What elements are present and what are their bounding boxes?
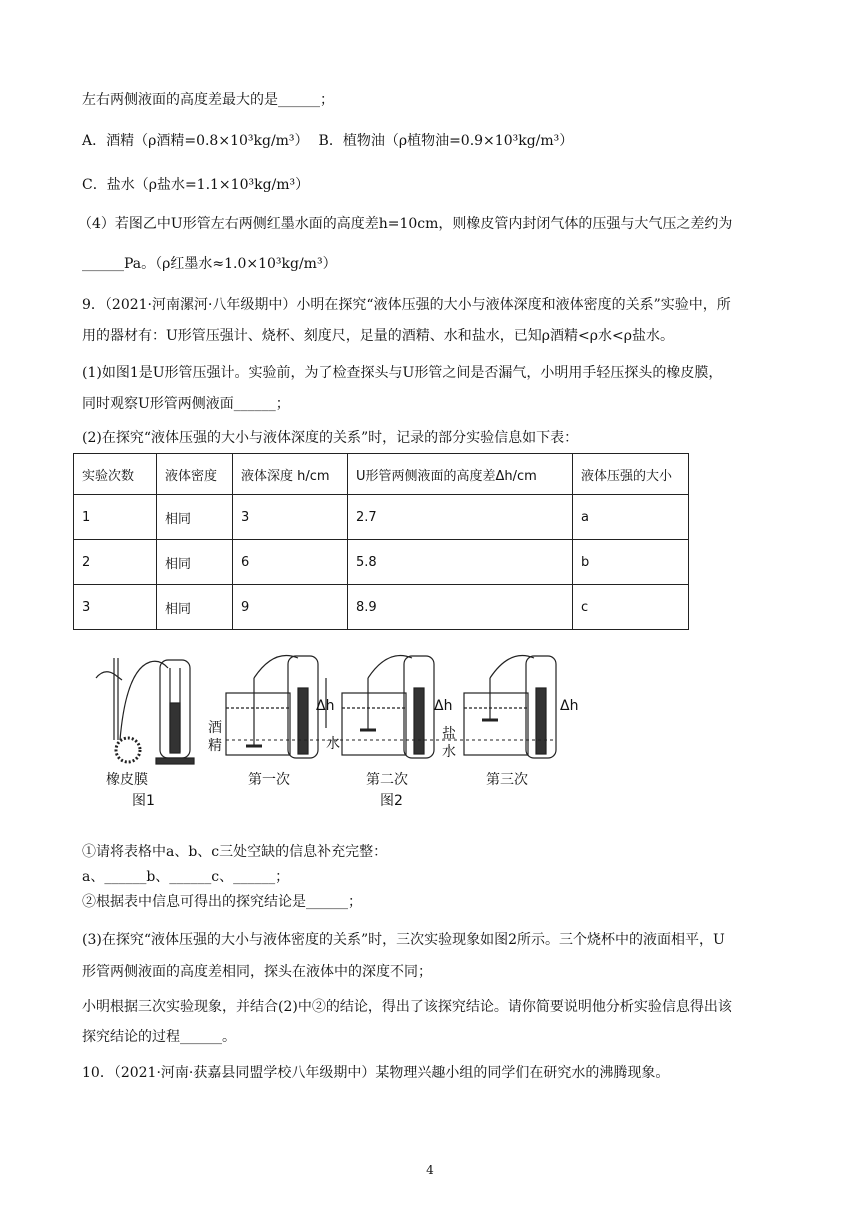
table-header-row	[74, 454, 689, 495]
table-header: U形管两侧液面的高度差Δh/cm	[348, 454, 573, 495]
question-9-line1: 9．（2021·河南漯河·八年级期中）小明在探究“液体压强的大小与液体深度和液体密度的关系”实验中，所	[82, 297, 731, 313]
experiment-figure	[86, 648, 586, 808]
question-part-4: （4）若图乙中U形管左右两侧红墨水面的高度差h=10cm，则橡皮管内封闭气体的压强与大气压之差约为	[78, 216, 733, 232]
table-header: 液体深度 h/cm	[233, 454, 348, 495]
label-alcohol: 精	[208, 738, 222, 754]
label-salt: 水	[442, 744, 456, 760]
question-9-part3-cont2: 小明根据三次实验现象，并结合(2)中②的结论，得出了该探究结论。请你简要说明他分析实验信息得出该	[82, 999, 732, 1015]
label-fig1: 图1	[132, 793, 155, 808]
question-10: 10．（2021·河南·获嘉县同盟学校八年级期中）某物理兴趣小组的同学们在研究水的沸腾现象。	[82, 1065, 670, 1081]
table-row	[74, 540, 689, 585]
beaker-third	[464, 656, 556, 759]
sub-question-1-answers: a、______b、______c、______；	[82, 869, 290, 885]
beaker-first	[226, 656, 326, 759]
text-line: 左右两侧液面的高度差最大的是______；	[82, 92, 334, 108]
label-alcohol: 酒	[208, 720, 222, 736]
table-cell: 相同	[157, 540, 233, 585]
question-9-line2: 用的器材有：U形管压强计、烧杯、刻度尺，足量的酒精、水和盐水，已知ρ酒精<ρ水<ρ盐水。	[82, 328, 674, 344]
table-cell: 相同	[157, 495, 233, 540]
option-c: C．盐水（ρ盐水=1.1×10³kg/m³）	[82, 177, 310, 193]
sub-question-1: ①请将表格中a、b、c三处空缺的信息补充完整：	[82, 844, 388, 860]
label-first: 第一次	[248, 772, 290, 788]
option-a: A．酒精（ρ酒精=0.8×10³kg/m³）	[82, 133, 309, 149]
table-cell: 1	[74, 495, 157, 540]
label-dh: Δh	[316, 698, 335, 714]
page-number: 4	[426, 1163, 434, 1177]
table-row	[74, 495, 689, 540]
table-cell: 2.7	[348, 495, 573, 540]
question-9-part3-cont: 形管两侧液面的高度差相同，探头在液体中的深度不同；	[82, 964, 432, 980]
table-cell: 相同	[157, 585, 233, 630]
label-water: 水	[326, 736, 340, 752]
table-row	[74, 585, 689, 630]
sub-question-2: ②根据表中信息可得出的探究结论是______；	[82, 894, 362, 910]
figure-1-apparatus	[96, 658, 194, 764]
label-dh: Δh	[560, 698, 579, 714]
table-cell: 8.9	[348, 585, 573, 630]
table-header: 实验次数	[74, 454, 157, 495]
label-membrane: 橡皮膜	[106, 772, 148, 788]
label-fig2: 图2	[380, 793, 403, 808]
table-cell: 2	[74, 540, 157, 585]
label-third: 第三次	[486, 772, 528, 788]
question-9-part1: (1)如图1是U形管压强计。实验前，为了检查探头与U形管之间是否漏气，小明用手轻压探头的橡皮膜，	[82, 365, 723, 381]
label-second: 第二次	[366, 772, 408, 788]
table-cell: b	[573, 540, 689, 585]
option-b: B．植物油（ρ植物油=0.9×10³kg/m³）	[318, 133, 574, 149]
table-cell: 3	[74, 585, 157, 630]
table-cell: 5.8	[348, 540, 573, 585]
table-cell: 9	[233, 585, 348, 630]
table-cell: c	[573, 585, 689, 630]
question-9-part2: (2)在探究“液体压强的大小与液体深度的关系”时，记录的部分实验信息如下表：	[82, 430, 579, 446]
question-9-part1-cont: 同时观察U形管两侧液面______；	[82, 396, 290, 412]
question-9-part3: (3)在探究“液体压强的大小与液体密度的关系”时，三次实验现象如图2所示。三个烧杯中的液面相平，U	[82, 932, 725, 948]
question-part-4-cont: ______Pa。（ρ红墨水≈1.0×10³kg/m³）	[82, 256, 337, 272]
table-cell: 3	[233, 495, 348, 540]
options-ab	[82, 131, 573, 151]
table-cell: a	[573, 495, 689, 540]
beaker-second	[342, 656, 434, 759]
label-salt: 盐	[442, 726, 456, 742]
question-9-part3-cont3: 探究结论的过程______。	[82, 1029, 236, 1045]
table-header: 液体压强的大小	[573, 454, 689, 495]
experiment-table	[73, 453, 689, 630]
table-header: 液体密度	[157, 454, 233, 495]
label-dh: Δh	[434, 698, 453, 714]
table-cell: 6	[233, 540, 348, 585]
